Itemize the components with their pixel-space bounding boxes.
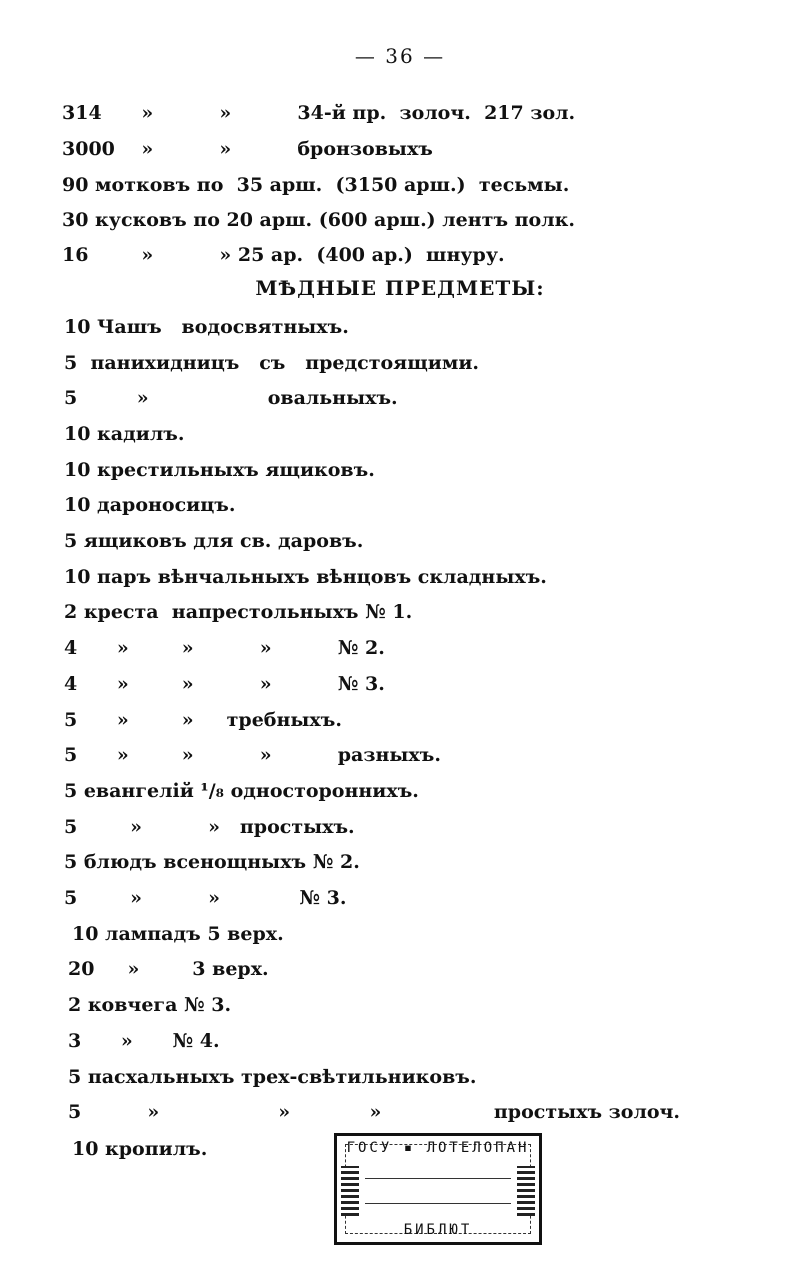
list-item: 5 ящиковъ для св. даровъ. [64,530,364,552]
page-number: — 36 — [354,44,446,68]
list-item: 5 » » № 3. [64,887,347,909]
library-stamp [334,1133,542,1245]
list-item: 20 » 3 верх. [68,958,269,980]
list-item: 10 кадилъ. [64,423,185,445]
list-item: 10 лампадъ 5 верх. [72,923,284,945]
text-line: 3000 » » бронзовыхъ [62,138,433,160]
stamp-side-mark [341,1166,359,1216]
stamp-rule [365,1178,511,1204]
list-item: 4 » » » № 2. [64,637,385,659]
list-item: 5 пасхальныхъ трех-свѣтильниковъ. [68,1066,477,1088]
text-line: 30 кусковъ по 20 арш. (600 арш.) лентъ полк. [62,209,575,231]
stamp-text-top: ГОСУ ▪ ЛОТЕЛОПАН [346,1140,530,1156]
list-item: 5 панихидницъ съ предстоящими. [64,352,480,374]
list-item: 10 дароносицъ. [64,494,236,516]
list-item: 10 кропилъ. [72,1138,208,1160]
text-line: 90 мотковъ по 35 арш. (3150 арш.) тесьмы. [62,174,570,196]
list-item: 5 » » » простыхъ золоч. [68,1101,681,1123]
list-item: 5 » овальныхъ. [64,387,398,409]
list-item: 10 Чашъ водосвятныхъ. [64,316,349,338]
text-line: 314 » » 34-й пр. золоч. 217 зол. [62,102,576,124]
stamp-side-mark [517,1166,535,1216]
list-item: 5 » » » разныхъ. [64,744,441,766]
list-item: 5 блюдъ всенощныхъ № 2. [64,851,360,873]
section-heading: МѢДНЫЕ ПРЕДМЕТЫ: [255,276,545,300]
list-item: 5 » » требныхъ. [64,709,342,731]
list-item: 2 креста напрестольныхъ № 1. [64,601,413,623]
list-item: 5 евангелій ¹/₈ одностороннихъ. [64,780,419,802]
list-item: 5 » » простыхъ. [64,816,355,838]
list-item: 3 » № 4. [68,1030,220,1052]
list-item: 10 крестильныхъ ящиковъ. [64,459,375,481]
list-item: 10 паръ вѣнчальныхъ вѣнцовъ складныхъ. [64,566,547,588]
list-item: 2 ковчега № 3. [68,994,232,1016]
stamp-text-bottom: БИБЛЮТ [403,1222,473,1238]
list-item: 4 » » » № 3. [64,673,385,695]
text-line: 16 » » 25 ар. (400 ар.) шнуру. [62,244,505,266]
